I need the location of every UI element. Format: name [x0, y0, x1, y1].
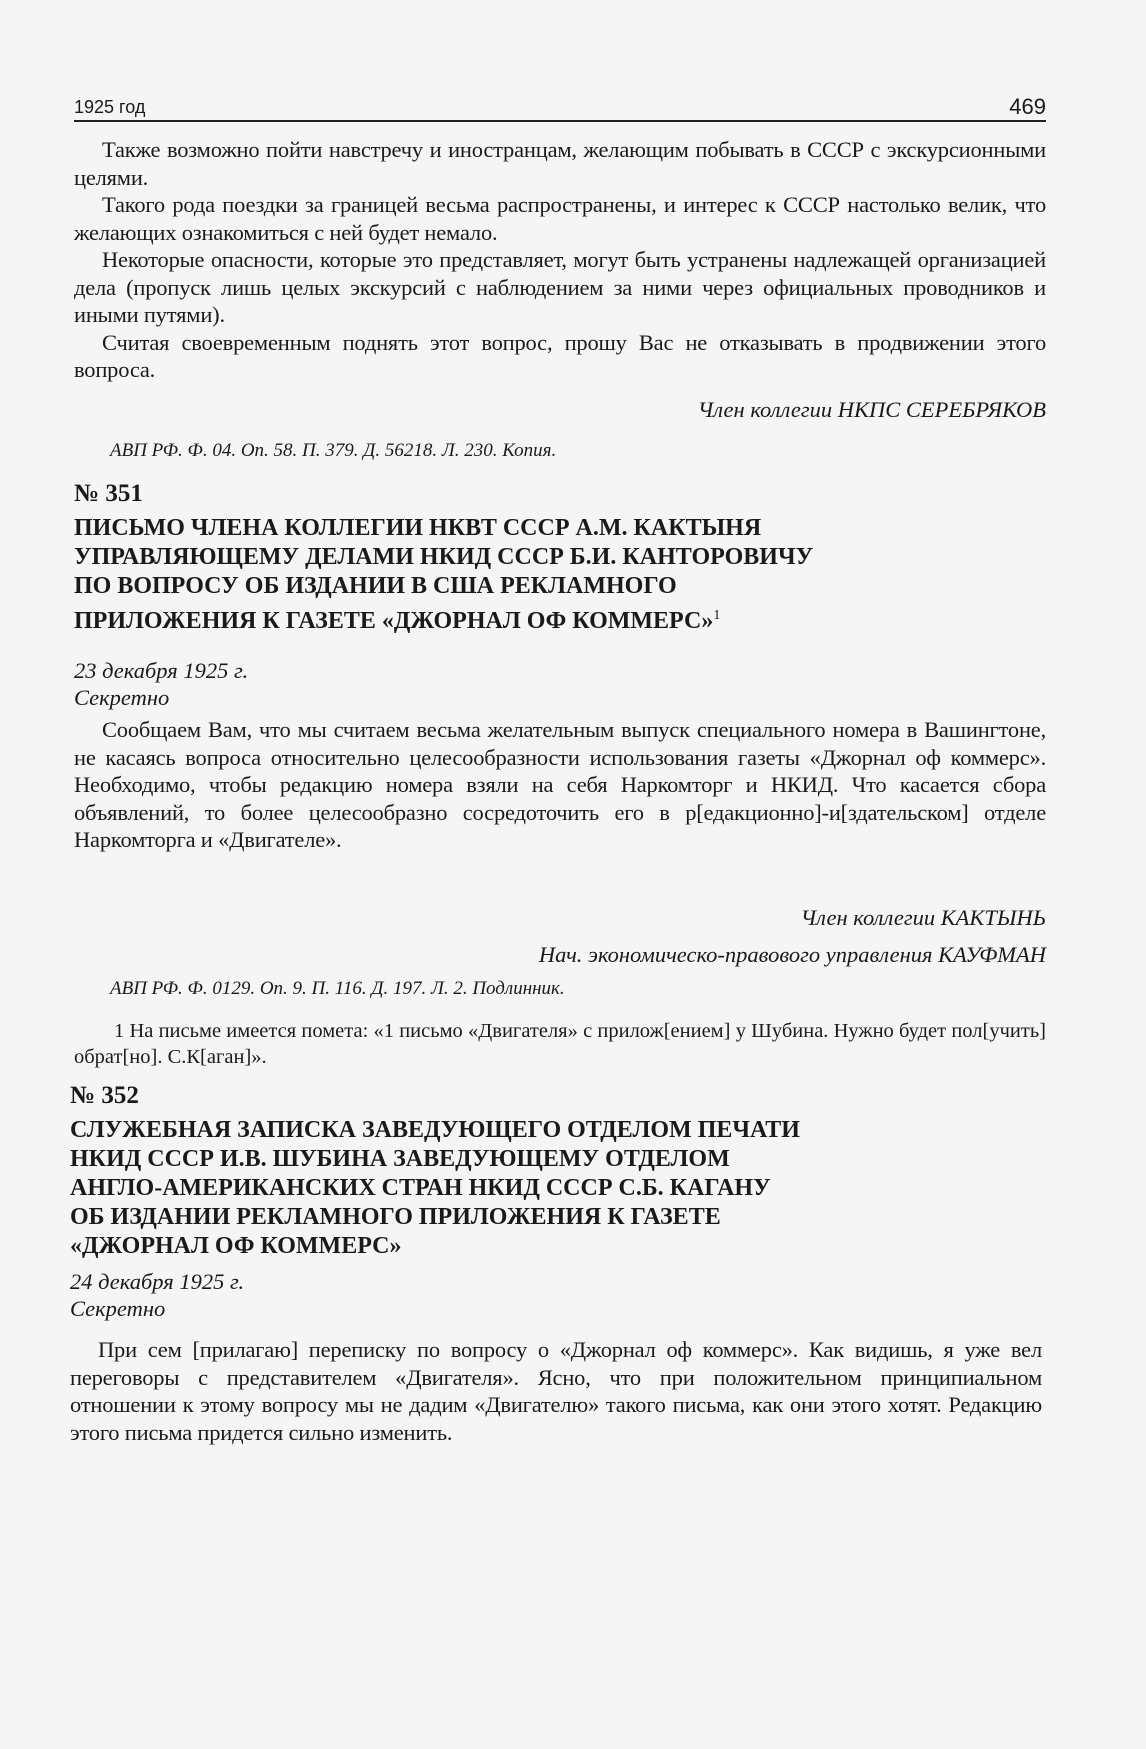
running-title: 1925 год — [74, 97, 146, 117]
document-date: 23 декабря 1925 г. — [74, 658, 249, 683]
title-text: ПРИЛОЖЕНИЯ К ГАЗЕТЕ «ДЖОРНАЛ ОФ КОММЕРС» — [74, 608, 714, 634]
document-number: № 351 — [74, 480, 143, 507]
document-title — [70, 1116, 1042, 1261]
archive-reference: АВП РФ. Ф. 0129. Оп. 9. П. 116. Д. 197. Л. 2. Подлинник. — [110, 978, 565, 999]
document-title — [74, 514, 1046, 636]
title-line: ПО ВОПРОСУ ОБ ИЗДАНИИ В США РЕКЛАМНОГО — [74, 573, 677, 599]
continuation-text — [74, 136, 1046, 384]
paragraph: Также возможно пойти навстречу и иностранцам, желающим побывать в СССР с экскурсионными целями. — [74, 137, 1046, 190]
title-line: НКИД СССР И.В. ШУБИНА ЗАВЕДУЮЩЕМУ ОТДЕЛОМ — [70, 1146, 730, 1172]
classification: Секретно — [70, 1296, 166, 1321]
document-number: № 352 — [70, 1082, 139, 1109]
footnote-mark: 1 — [713, 608, 721, 623]
paragraph: Такого рода поездки за границей весьма распространены, и интерес к СССР настолько велик, что желающих ознакомиться с ней будет немало. — [74, 192, 1046, 245]
document-date: 24 декабря 1925 г. — [70, 1269, 245, 1294]
footnote: 1 На письме имеется помета: «1 письмо «Двигателя» с прилож[ением] у Шубина. Нужно будет пол[учить] обрат[но]. С.К[аган]». — [74, 1020, 1046, 1068]
paragraph: Некоторые опасности, которые это представляет, могут быть устранены надлежащей организацией дела (пропуск лишь целых экскурсий с наблюдением за ними через официальных проводников и иными путями). — [74, 247, 1046, 327]
signature: Нач. экономическо-правового управления КАУФМАН — [538, 942, 1046, 967]
title-line — [74, 601, 1046, 636]
title-line: ПИСЬМО ЧЛЕНА КОЛЛЕГИИ НКВТ СССР А.М. КАКТЫНЯ — [74, 515, 762, 541]
page-header — [74, 94, 1046, 122]
paragraph: Считая своевременным поднять этот вопрос, прошу Вас не отказывать в продвижении этого вопроса. — [74, 329, 1046, 382]
page-number: 469 — [1009, 94, 1046, 119]
title-line: УПРАВЛЯЮЩЕМУ ДЕЛАМИ НКИД СССР Б.И. КАНТОРОВИЧУ — [74, 544, 814, 570]
title-line: «ДЖОРНАЛ ОФ КОММЕРС» — [70, 1233, 402, 1259]
paragraph: При сем [прилагаю] переписку по вопросу о «Джорнал оф коммерс». Как видишь, я уже вел переговоры с представителем «Двигателя». Ясно, что при положительном принципиальном отношении к этому вопросу мы не дадим «Двигателю» такого письма, как они этого хотят. Редакцию этого письма придется сильно изменить. — [70, 1337, 1042, 1445]
title-line: СЛУЖЕБНАЯ ЗАПИСКА ЗАВЕДУЮЩЕГО ОТДЕЛОМ ПЕЧАТИ — [70, 1117, 800, 1143]
title-line: АНГЛО-АМЕРИКАНСКИХ СТРАН НКИД СССР С.Б. КАГАНУ — [70, 1175, 771, 1201]
classification: Секретно — [74, 685, 170, 710]
archive-reference: АВП РФ. Ф. 04. Оп. 58. П. 379. Д. 56218. Л. 230. Копия. — [110, 440, 557, 461]
signature: Член коллегии КАКТЫНЬ — [800, 905, 1046, 930]
title-line: ОБ ИЗДАНИИ РЕКЛАМНОГО ПРИЛОЖЕНИЯ К ГАЗЕТЕ — [70, 1204, 721, 1230]
signature: Член коллегии НКПС СЕРЕБРЯКОВ — [697, 397, 1046, 422]
paragraph: Сообщаем Вам, что мы считаем весьма желательным выпуск специального номера в Вашингтоне, не касаясь вопроса относительно целесообразности использования газеты «Джорнал оф коммерс». Необходимо, чтобы редакцию номера взяли на себя Наркомторг и НКИД. Что касается сбора объявлений, то более целесообразно сосредоточить его в р[едакционно]-и[здательском] отделе Наркомторга и «Двигателе». — [74, 717, 1046, 852]
